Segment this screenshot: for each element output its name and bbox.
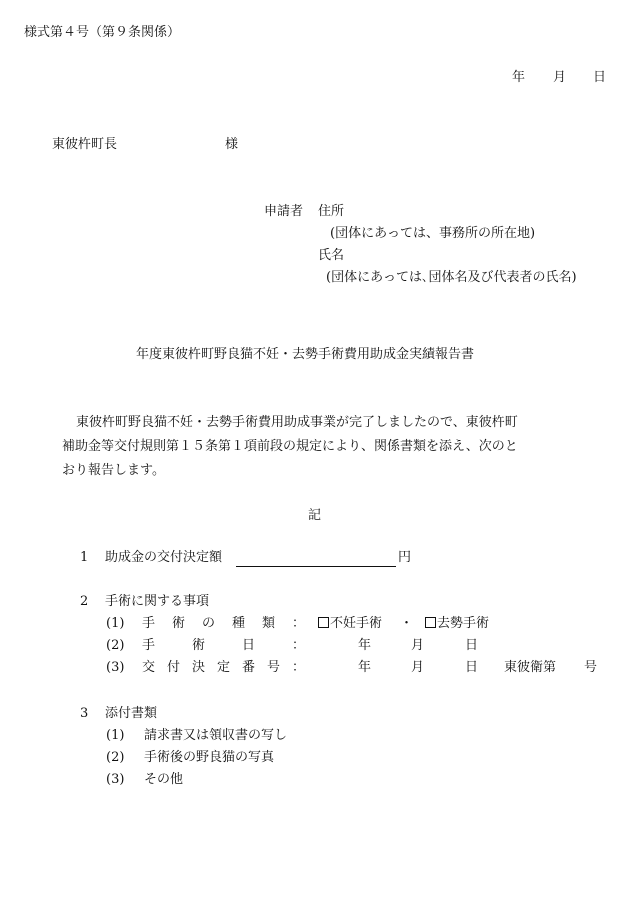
document-title: 年度東彼杵町野良猫不妊・去勢手術費用助成金実績報告書: [136, 347, 475, 362]
form-number: 様式第４号（第９条関係）: [24, 25, 181, 40]
decision-suffix: 号: [584, 660, 598, 675]
castration-label: 去勢手術: [437, 616, 490, 631]
attachment-number: (1): [106, 728, 125, 743]
decision-prefix: 東彼衛第: [504, 660, 557, 675]
section-number: 3: [80, 706, 89, 721]
decision-number-label: 交付決定番号：: [142, 660, 305, 675]
option-sterilization[interactable]: [318, 615, 382, 633]
decision-date-year: 年: [358, 660, 372, 675]
sterilization-checkbox[interactable]: [318, 617, 329, 628]
applicant-label: 申請者: [264, 204, 304, 219]
option-castration[interactable]: [425, 615, 489, 633]
attachment-number: (2): [106, 750, 125, 765]
decision-date-month: 月: [411, 660, 425, 675]
surgery-date-month: 月: [411, 638, 425, 653]
applicant-address-note: (団体にあっては、事務所の所在地): [330, 226, 536, 241]
sterilization-label: 不妊手術: [330, 616, 383, 631]
body-line: 補助金等交付規則第１５条第１項前段の規定により、関係書類を添え、次のと: [62, 439, 518, 454]
surgery-type-label: 手術の種類：: [142, 616, 305, 631]
section-label: 手術に関する事項: [105, 594, 210, 609]
ki-heading: 記: [308, 508, 322, 523]
decision-number-number: (3): [106, 660, 125, 675]
surgery-date-number: (2): [106, 638, 125, 653]
attachment-item: 手術後の野良猫の写真: [144, 750, 275, 765]
addressee-name: 東彼杵町長: [52, 137, 118, 152]
date-year-label: 年: [512, 70, 526, 85]
section-number: 1: [80, 550, 89, 565]
surgery-date-day: 日: [465, 638, 479, 653]
castration-checkbox[interactable]: [425, 617, 436, 628]
body-line: 東彼杵町野良猫不妊・去勢手術費用助成事業が完了しましたので、東彼杵町: [76, 415, 518, 430]
attachment-number: (3): [106, 772, 125, 787]
section-label: 添付書類: [105, 706, 158, 721]
grant-amount-field[interactable]: [236, 549, 411, 567]
attachment-item: 請求書又は領収書の写し: [144, 728, 288, 743]
option-separator: ・: [400, 616, 414, 631]
addressee-honorific: 様: [225, 137, 239, 152]
applicant-address-label: 住所: [318, 204, 345, 219]
date-month-label: 月: [553, 70, 567, 85]
section-number: 2: [80, 594, 89, 609]
date-day-label: 日: [593, 70, 607, 85]
surgery-type-number: (1): [106, 616, 125, 631]
section-label: 助成金の交付決定額: [105, 550, 223, 565]
grant-amount-underline: [236, 552, 396, 567]
yen-unit: 円: [398, 550, 412, 565]
body-line: おり報告します。: [62, 463, 165, 478]
decision-date-day: 日: [465, 660, 479, 675]
attachment-item: その他: [144, 772, 184, 787]
surgery-date-year: 年: [358, 638, 372, 653]
applicant-name-label: 氏名: [318, 248, 345, 263]
surgery-date-label: 手術日：: [142, 638, 305, 653]
applicant-name-note: (団体にあっては､団体名及び代表者の氏名): [326, 270, 577, 285]
